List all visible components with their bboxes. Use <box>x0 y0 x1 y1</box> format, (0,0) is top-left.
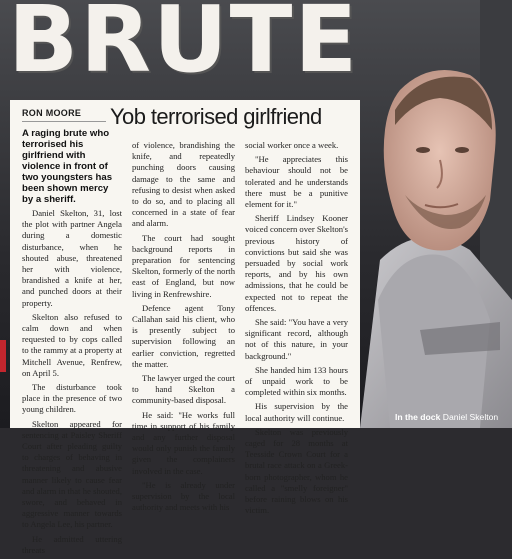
paragraph: Sheriff Lindsey Kooner voiced concern over Skelton's previous history of convictions but said she was persuaded by social work reports, and by his own admissions, that he could be expected not to repeat the offences. <box>245 213 348 313</box>
paragraph: The disturbance took place in the presence of two young children. <box>22 382 122 415</box>
paragraph: He said: "He works full time in support of his family and any further disposal would only punish the family given the complainers involved in the case. <box>132 409 235 476</box>
lead-paragraph: A raging brute who terrorised his girlfriend with violence in front of two youngsters has been shown mercy by a sheriff. <box>22 128 113 205</box>
article-column-3 <box>245 140 348 520</box>
paragraph: Daniel Skelton, 31, lost the plot with partner Angela during a domestic disturbance, when he shouted abuse, threatened her with violence, brandished a knife at her, and punched doors at their property. <box>22 208 122 308</box>
headline: BRUTE <box>8 0 360 93</box>
article-column-2 <box>132 140 235 517</box>
paragraph: Skelton appeared for sentencing at Paisley Sheriff Court after pleading guilty to charges of behaving in threatening and abusive manner likely to cause fear and alarm in that he shouted, swore, and behaved in aggressive manner towards to Angela Lee, his partner. <box>22 418 122 530</box>
paragraph: The court had sought background reports in preparation for sentencing Skelton, formerly of the north east of England, but now living in Renfrewshire. <box>132 232 235 299</box>
paragraph: "He is already under supervision by the local authority and meets with his <box>132 479 235 513</box>
caption-name: Daniel Skelton <box>442 412 499 422</box>
subheadline: Yob terrorised girlfriend <box>110 104 322 129</box>
paragraph: The lawyer urged the court to hand Skelton a community-based disposal. <box>132 373 235 406</box>
paragraph: She handed him 133 hours of unpaid work to be completed within six months. <box>245 364 348 398</box>
paragraph: of violence, brandishing the knife, and repeatedly punching doors causing damage to the same and refusing to desist when asked to do so, and to placing all concerned in a state of fear and alarm. <box>132 140 235 229</box>
article-column-1 <box>22 128 122 559</box>
byline: RON MOORE <box>22 108 82 118</box>
paragraph: Skelton also refused to calm down and when requested to by cops called to the rammy at a property at Mitchell Avenue, Renfrew, on April 5. <box>22 311 122 378</box>
paragraph: Defence agent Tony Callahan said his client, who is presently subject to supervision following an earlier conviction, regretted the matter. <box>132 302 235 369</box>
paragraph: He admitted uttering threats <box>22 533 122 555</box>
paragraph: Skelton was previously caged for 28 months at Teesside Crown Court for a brutal race attack on a Greek-born photographer, whom he called a "smelly foreigner" before raining blows on his victim. <box>245 426 348 516</box>
paragraph: She said: "You have a very significant record, although not of this nature, in your background." <box>245 317 348 361</box>
paragraph: social worker once a week. <box>245 140 339 150</box>
byline-divider <box>22 121 106 122</box>
paragraph: His supervision by the local authority will continue. <box>245 401 348 423</box>
paragraph: "He appreciates this behaviour should not be tolerated and he understands there must be a punitive element for it." <box>245 154 348 210</box>
caption-label: In the dock <box>395 412 441 422</box>
photo-caption <box>395 412 498 422</box>
page-edge-tab <box>0 340 6 372</box>
